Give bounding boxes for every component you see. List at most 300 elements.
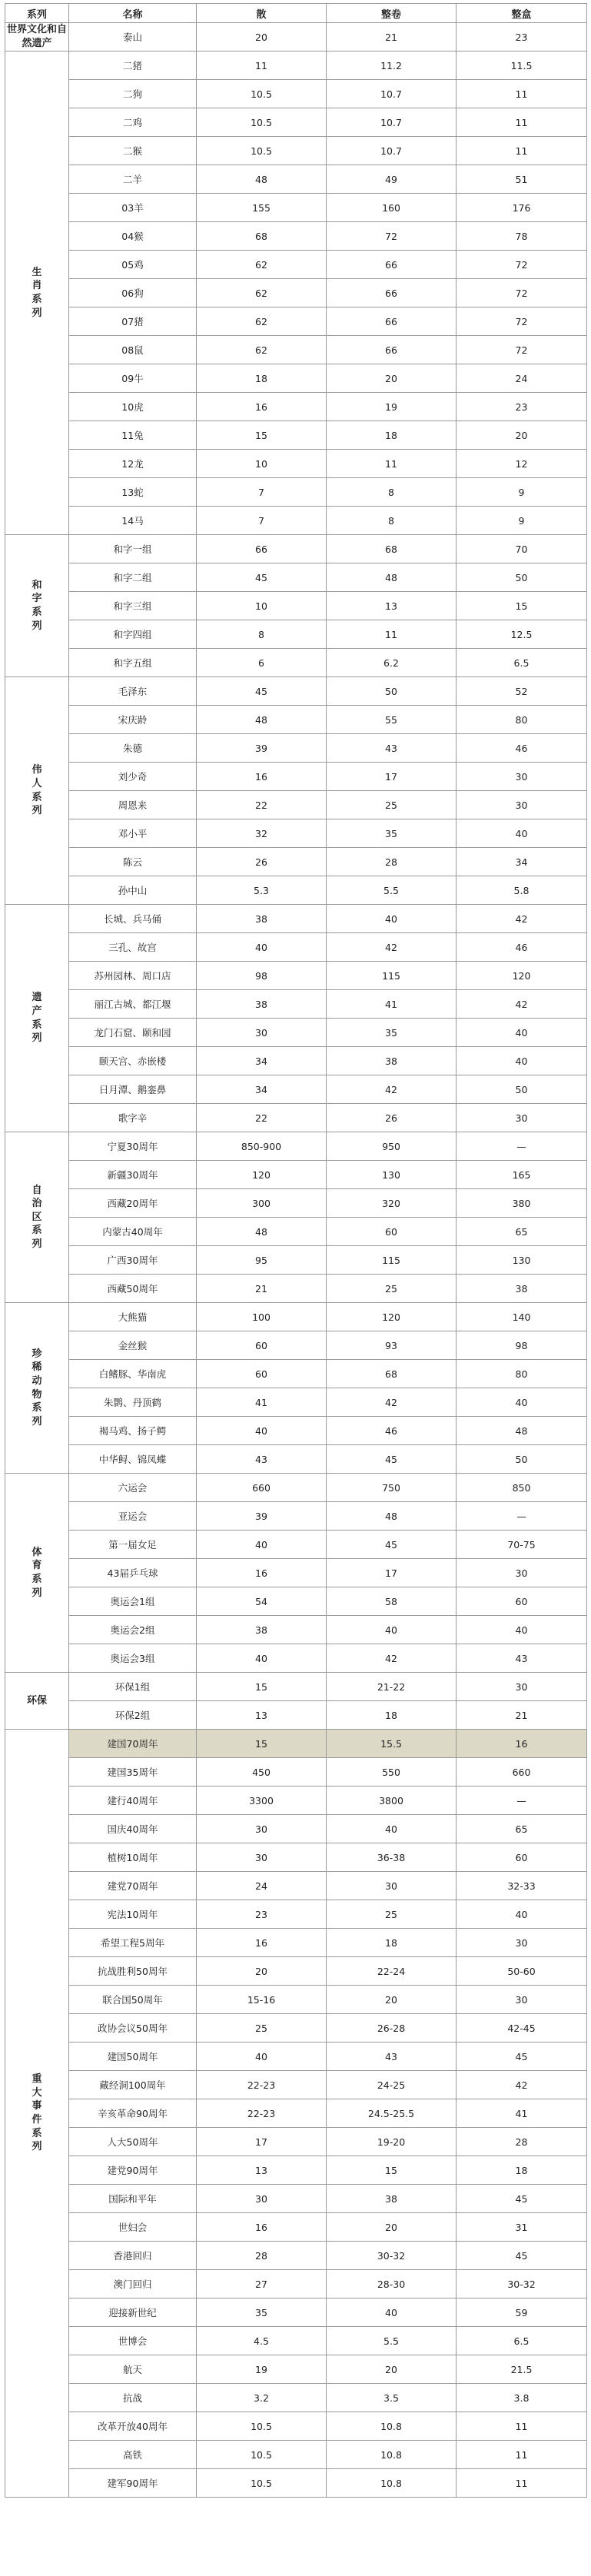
name-cell: 希望工程5周年 bbox=[69, 1929, 197, 1957]
loose-price-cell: 30 bbox=[197, 1019, 327, 1047]
loose-price-cell: 20 bbox=[197, 23, 327, 52]
table-row bbox=[5, 1019, 587, 1047]
box-price-cell: 72 bbox=[457, 336, 587, 364]
loose-price-cell: 660 bbox=[197, 1474, 327, 1502]
roll-price-cell: 46 bbox=[327, 1417, 457, 1445]
table-row bbox=[5, 2242, 587, 2270]
series-label-text: 世界文化和自然遗产 bbox=[6, 24, 67, 49]
roll-price-cell: 28 bbox=[327, 848, 457, 876]
table-row bbox=[5, 677, 587, 706]
name-cell: 10虎 bbox=[69, 393, 197, 421]
roll-price-cell: 15.5 bbox=[327, 1730, 457, 1758]
table-row bbox=[5, 1047, 587, 1075]
roll-price-cell: 48 bbox=[327, 1502, 457, 1531]
name-cell: 奥运会3组 bbox=[69, 1644, 197, 1673]
box-price-cell: 70 bbox=[457, 535, 587, 563]
box-price-cell: — bbox=[457, 1502, 587, 1531]
name-cell: 建党90周年 bbox=[69, 2156, 197, 2185]
table-row bbox=[5, 251, 587, 279]
name-cell: 建党70周年 bbox=[69, 1872, 197, 1900]
box-price-cell: 42 bbox=[457, 990, 587, 1019]
loose-price-cell: 22 bbox=[197, 791, 327, 819]
roll-price-cell: 18 bbox=[327, 421, 457, 450]
box-price-cell: 660 bbox=[457, 1758, 587, 1787]
name-cell: 西藏50周年 bbox=[69, 1275, 197, 1303]
loose-price-cell: 10.5 bbox=[197, 108, 327, 137]
name-cell: 和字三组 bbox=[69, 592, 197, 620]
loose-price-cell: 13 bbox=[197, 2156, 327, 2185]
name-cell: 长城、兵马俑 bbox=[69, 905, 197, 933]
roll-price-cell: 19 bbox=[327, 393, 457, 421]
table-row bbox=[5, 1445, 587, 1474]
roll-price-cell: 30-32 bbox=[327, 2242, 457, 2270]
series-label-text: 遗产系列 bbox=[32, 992, 42, 1045]
roll-price-cell: 50 bbox=[327, 677, 457, 706]
box-price-cell: 23 bbox=[457, 23, 587, 52]
roll-price-cell: 25 bbox=[327, 1275, 457, 1303]
series-label-text: 珍稀动物系列 bbox=[32, 1348, 42, 1428]
box-price-cell: 40 bbox=[457, 819, 587, 848]
loose-price-cell: 40 bbox=[197, 1531, 327, 1559]
table-row bbox=[5, 620, 587, 649]
table-row bbox=[5, 307, 587, 336]
name-cell: 二狗 bbox=[69, 80, 197, 108]
box-price-cell: 50-60 bbox=[457, 1957, 587, 1986]
roll-price-cell: 950 bbox=[327, 1132, 457, 1161]
roll-price-cell: 11 bbox=[327, 620, 457, 649]
name-cell: 日月潭、鹅銮鼻 bbox=[69, 1075, 197, 1104]
name-cell: 和字二组 bbox=[69, 563, 197, 592]
name-cell: 建国50周年 bbox=[69, 2043, 197, 2071]
table-row bbox=[5, 592, 587, 620]
box-price-cell: 31 bbox=[457, 2213, 587, 2242]
name-cell: 白鳍豚、华南虎 bbox=[69, 1360, 197, 1388]
roll-price-cell: 68 bbox=[327, 1360, 457, 1388]
header-roll: 整卷 bbox=[327, 4, 457, 23]
box-price-cell: 30 bbox=[457, 1929, 587, 1957]
loose-price-cell: 100 bbox=[197, 1303, 327, 1331]
name-cell: 宋庆龄 bbox=[69, 706, 197, 734]
roll-price-cell: 66 bbox=[327, 251, 457, 279]
roll-price-cell: 40 bbox=[327, 1616, 457, 1644]
loose-price-cell: 23 bbox=[197, 1900, 327, 1929]
loose-price-cell: 10 bbox=[197, 450, 327, 478]
table-row bbox=[5, 2355, 587, 2384]
table-row bbox=[5, 222, 587, 251]
loose-price-cell: 25 bbox=[197, 2014, 327, 2043]
roll-price-cell: 18 bbox=[327, 1701, 457, 1730]
loose-price-cell: 16 bbox=[197, 2213, 327, 2242]
box-price-cell: 45 bbox=[457, 2185, 587, 2213]
box-price-cell: 80 bbox=[457, 706, 587, 734]
roll-price-cell: 10.7 bbox=[327, 80, 457, 108]
box-price-cell: 52 bbox=[457, 677, 587, 706]
box-price-cell: 9 bbox=[457, 478, 587, 507]
name-cell: 和字一组 bbox=[69, 535, 197, 563]
table-row bbox=[5, 2014, 587, 2043]
loose-price-cell: 10.5 bbox=[197, 2441, 327, 2469]
box-price-cell: 140 bbox=[457, 1303, 587, 1331]
series-label bbox=[5, 23, 69, 52]
loose-price-cell: 43 bbox=[197, 1445, 327, 1474]
box-price-cell: 11 bbox=[457, 2441, 587, 2469]
loose-price-cell: 17 bbox=[197, 2128, 327, 2156]
table-row bbox=[5, 649, 587, 677]
roll-price-cell: 25 bbox=[327, 1900, 457, 1929]
name-cell: 高铁 bbox=[69, 2441, 197, 2469]
loose-price-cell: 95 bbox=[197, 1246, 327, 1275]
loose-price-cell: 11 bbox=[197, 52, 327, 80]
name-cell: 广西30周年 bbox=[69, 1246, 197, 1275]
table-row bbox=[5, 1275, 587, 1303]
loose-price-cell: 54 bbox=[197, 1587, 327, 1616]
series-label bbox=[5, 52, 69, 535]
box-price-cell: 11 bbox=[457, 2412, 587, 2441]
box-price-cell: 6.5 bbox=[457, 2327, 587, 2355]
table-row bbox=[5, 1843, 587, 1872]
series-label bbox=[5, 677, 69, 905]
table-row bbox=[5, 1331, 587, 1360]
box-price-cell: 50 bbox=[457, 1445, 587, 1474]
name-cell: 宪法10周年 bbox=[69, 1900, 197, 1929]
table-row bbox=[5, 2412, 587, 2441]
roll-price-cell: 40 bbox=[327, 905, 457, 933]
name-cell: 14马 bbox=[69, 507, 197, 535]
table-row bbox=[5, 933, 587, 962]
name-cell: 07猪 bbox=[69, 307, 197, 336]
box-price-cell: 65 bbox=[457, 1218, 587, 1246]
box-price-cell: 72 bbox=[457, 279, 587, 307]
name-cell: 03羊 bbox=[69, 194, 197, 222]
name-cell: 联合国50周年 bbox=[69, 1986, 197, 2014]
box-price-cell: 850 bbox=[457, 1474, 587, 1502]
name-cell: 06狗 bbox=[69, 279, 197, 307]
name-cell: 泰山 bbox=[69, 23, 197, 52]
box-price-cell: 30 bbox=[457, 1673, 587, 1701]
table-row bbox=[5, 1957, 587, 1986]
name-cell: 08鼠 bbox=[69, 336, 197, 364]
table-row bbox=[5, 1929, 587, 1957]
table-row bbox=[5, 194, 587, 222]
table-row bbox=[5, 876, 587, 905]
table-row bbox=[5, 2071, 587, 2099]
name-cell: 朱德 bbox=[69, 734, 197, 763]
box-price-cell: 11 bbox=[457, 80, 587, 108]
roll-price-cell: 66 bbox=[327, 336, 457, 364]
roll-price-cell: 68 bbox=[327, 535, 457, 563]
loose-price-cell: 155 bbox=[197, 194, 327, 222]
name-cell: 建国70周年 bbox=[69, 1730, 197, 1758]
series-label-text: 自治区系列 bbox=[32, 1184, 42, 1250]
loose-price-cell: 48 bbox=[197, 706, 327, 734]
roll-price-cell: 30 bbox=[327, 1872, 457, 1900]
box-price-cell: 11 bbox=[457, 2469, 587, 2498]
loose-price-cell: 21 bbox=[197, 1275, 327, 1303]
table-row bbox=[5, 2128, 587, 2156]
name-cell: 国际和平年 bbox=[69, 2185, 197, 2213]
loose-price-cell: 10 bbox=[197, 592, 327, 620]
box-price-cell: 50 bbox=[457, 1075, 587, 1104]
table-row bbox=[5, 52, 587, 80]
roll-price-cell: 42 bbox=[327, 933, 457, 962]
roll-price-cell: 13 bbox=[327, 592, 457, 620]
table-row bbox=[5, 1161, 587, 1189]
roll-price-cell: 25 bbox=[327, 791, 457, 819]
table-row bbox=[5, 507, 587, 535]
loose-price-cell: 8 bbox=[197, 620, 327, 649]
table-row bbox=[5, 1474, 587, 1502]
series-label bbox=[5, 905, 69, 1132]
roll-price-cell: 28-30 bbox=[327, 2270, 457, 2298]
roll-price-cell: 17 bbox=[327, 1559, 457, 1587]
roll-price-cell: 10.8 bbox=[327, 2469, 457, 2498]
roll-price-cell: 21 bbox=[327, 23, 457, 52]
box-price-cell: 59 bbox=[457, 2298, 587, 2327]
roll-price-cell: 49 bbox=[327, 165, 457, 194]
series-label bbox=[5, 535, 69, 677]
table-row bbox=[5, 23, 587, 52]
roll-price-cell: 20 bbox=[327, 2213, 457, 2242]
table-row bbox=[5, 1531, 587, 1559]
loose-price-cell: 24 bbox=[197, 1872, 327, 1900]
roll-price-cell: 10.7 bbox=[327, 108, 457, 137]
box-price-cell: 46 bbox=[457, 734, 587, 763]
loose-price-cell: 300 bbox=[197, 1189, 327, 1218]
table-row bbox=[5, 1502, 587, 1531]
loose-price-cell: 35 bbox=[197, 2298, 327, 2327]
loose-price-cell: 98 bbox=[197, 962, 327, 990]
loose-price-cell: 28 bbox=[197, 2242, 327, 2270]
name-cell: 澳门回归 bbox=[69, 2270, 197, 2298]
series-label-text: 和字系列 bbox=[32, 579, 42, 632]
name-cell: 改革开放40周年 bbox=[69, 2412, 197, 2441]
name-cell: 抗战 bbox=[69, 2384, 197, 2412]
table-row bbox=[5, 2384, 587, 2412]
series-label-text: 重大事件系列 bbox=[32, 2073, 42, 2153]
box-price-cell: 3.8 bbox=[457, 2384, 587, 2412]
loose-price-cell: 60 bbox=[197, 1360, 327, 1388]
roll-price-cell: 42 bbox=[327, 1388, 457, 1417]
name-cell: 43届乒乓球 bbox=[69, 1559, 197, 1587]
roll-price-cell: 42 bbox=[327, 1075, 457, 1104]
roll-price-cell: 45 bbox=[327, 1531, 457, 1559]
table-row bbox=[5, 2441, 587, 2469]
name-cell: 第一届女足 bbox=[69, 1531, 197, 1559]
name-cell: 二猴 bbox=[69, 137, 197, 165]
table-row bbox=[5, 1104, 587, 1132]
loose-price-cell: 850-900 bbox=[197, 1132, 327, 1161]
loose-price-cell: 27 bbox=[197, 2270, 327, 2298]
roll-price-cell: 42 bbox=[327, 1644, 457, 1673]
name-cell: 陈云 bbox=[69, 848, 197, 876]
roll-price-cell: 40 bbox=[327, 1815, 457, 1843]
roll-price-cell: 115 bbox=[327, 962, 457, 990]
roll-price-cell: 5.5 bbox=[327, 2327, 457, 2355]
table-row bbox=[5, 364, 587, 393]
name-cell: 苏州园林、周口店 bbox=[69, 962, 197, 990]
name-cell: 奥运会1组 bbox=[69, 1587, 197, 1616]
roll-price-cell: 19-20 bbox=[327, 2128, 457, 2156]
roll-price-cell: 11.2 bbox=[327, 52, 457, 80]
table-row bbox=[5, 1218, 587, 1246]
loose-price-cell: 68 bbox=[197, 222, 327, 251]
box-price-cell: 9 bbox=[457, 507, 587, 535]
roll-price-cell: 18 bbox=[327, 1929, 457, 1957]
table-row bbox=[5, 1986, 587, 2014]
name-cell: 建行40周年 bbox=[69, 1787, 197, 1815]
table-row bbox=[5, 2185, 587, 2213]
name-cell: 建国35周年 bbox=[69, 1758, 197, 1787]
loose-price-cell: 3300 bbox=[197, 1787, 327, 1815]
table-row bbox=[5, 1787, 587, 1815]
box-price-cell: 30 bbox=[457, 791, 587, 819]
name-cell: 和字五组 bbox=[69, 649, 197, 677]
table-row bbox=[5, 336, 587, 364]
box-price-cell: 176 bbox=[457, 194, 587, 222]
name-cell: 三孔、故宫 bbox=[69, 933, 197, 962]
roll-price-cell: 8 bbox=[327, 478, 457, 507]
box-price-cell: 42 bbox=[457, 2071, 587, 2099]
table-row bbox=[5, 2156, 587, 2185]
name-cell: 颐天宫、赤嵌楼 bbox=[69, 1047, 197, 1075]
roll-price-cell: 10.7 bbox=[327, 137, 457, 165]
table-row bbox=[5, 563, 587, 592]
name-cell: 航天 bbox=[69, 2355, 197, 2384]
box-price-cell: 60 bbox=[457, 1843, 587, 1872]
table-row bbox=[5, 2213, 587, 2242]
roll-price-cell: 20 bbox=[327, 1986, 457, 2014]
loose-price-cell: 30 bbox=[197, 2185, 327, 2213]
roll-price-cell: 8 bbox=[327, 507, 457, 535]
loose-price-cell: 62 bbox=[197, 251, 327, 279]
box-price-cell: 50 bbox=[457, 563, 587, 592]
table-row bbox=[5, 734, 587, 763]
loose-price-cell: 4.5 bbox=[197, 2327, 327, 2355]
table-row bbox=[5, 478, 587, 507]
name-cell: 朱鹮、丹顶鹤 bbox=[69, 1388, 197, 1417]
table-row bbox=[5, 763, 587, 791]
table-row bbox=[5, 1900, 587, 1929]
loose-price-cell: 20 bbox=[197, 1957, 327, 1986]
table-row bbox=[5, 1644, 587, 1673]
table-row bbox=[5, 1388, 587, 1417]
name-cell: 周恩来 bbox=[69, 791, 197, 819]
loose-price-cell: 3.2 bbox=[197, 2384, 327, 2412]
roll-price-cell: 750 bbox=[327, 1474, 457, 1502]
table-row bbox=[5, 421, 587, 450]
table-row bbox=[5, 706, 587, 734]
roll-price-cell: 3.5 bbox=[327, 2384, 457, 2412]
table-row bbox=[5, 791, 587, 819]
table-row bbox=[5, 819, 587, 848]
box-price-cell: 51 bbox=[457, 165, 587, 194]
table-row bbox=[5, 1075, 587, 1104]
roll-price-cell: 93 bbox=[327, 1331, 457, 1360]
name-cell: 辛亥革命90周年 bbox=[69, 2099, 197, 2128]
table-row bbox=[5, 450, 587, 478]
loose-price-cell: 45 bbox=[197, 677, 327, 706]
roll-price-cell: 66 bbox=[327, 307, 457, 336]
box-price-cell: 48 bbox=[457, 1417, 587, 1445]
roll-price-cell: 72 bbox=[327, 222, 457, 251]
loose-price-cell: 62 bbox=[197, 279, 327, 307]
name-cell: 二鸡 bbox=[69, 108, 197, 137]
box-price-cell: 32-33 bbox=[457, 1872, 587, 1900]
loose-price-cell: 16 bbox=[197, 393, 327, 421]
loose-price-cell: 19 bbox=[197, 2355, 327, 2384]
loose-price-cell: 450 bbox=[197, 1758, 327, 1787]
roll-price-cell: 10.8 bbox=[327, 2412, 457, 2441]
table-row bbox=[5, 2298, 587, 2327]
table-row bbox=[5, 2099, 587, 2128]
box-price-cell: 30 bbox=[457, 1986, 587, 2014]
box-price-cell: 38 bbox=[457, 1275, 587, 1303]
loose-price-cell: 120 bbox=[197, 1161, 327, 1189]
table-row bbox=[5, 108, 587, 137]
box-price-cell: 380 bbox=[457, 1189, 587, 1218]
name-cell: 香港回归 bbox=[69, 2242, 197, 2270]
loose-price-cell: 32 bbox=[197, 819, 327, 848]
table-row bbox=[5, 1815, 587, 1843]
roll-price-cell: 58 bbox=[327, 1587, 457, 1616]
loose-price-cell: 39 bbox=[197, 1502, 327, 1531]
header-row bbox=[5, 4, 587, 23]
box-price-cell: 24 bbox=[457, 364, 587, 393]
name-cell: 奥运会2组 bbox=[69, 1616, 197, 1644]
name-cell: 西藏20周年 bbox=[69, 1189, 197, 1218]
header-name: 名称 bbox=[69, 4, 197, 23]
box-price-cell: 98 bbox=[457, 1331, 587, 1360]
table-row bbox=[5, 1872, 587, 1900]
loose-price-cell: 15 bbox=[197, 1730, 327, 1758]
roll-price-cell: 11 bbox=[327, 450, 457, 478]
loose-price-cell: 30 bbox=[197, 1843, 327, 1872]
loose-price-cell: 34 bbox=[197, 1047, 327, 1075]
loose-price-cell: 34 bbox=[197, 1075, 327, 1104]
box-price-cell: 12.5 bbox=[457, 620, 587, 649]
box-price-cell: 30-32 bbox=[457, 2270, 587, 2298]
box-price-cell: 42-45 bbox=[457, 2014, 587, 2043]
loose-price-cell: 62 bbox=[197, 336, 327, 364]
roll-price-cell: 35 bbox=[327, 819, 457, 848]
box-price-cell: 18 bbox=[457, 2156, 587, 2185]
table-row bbox=[5, 905, 587, 933]
roll-price-cell: 35 bbox=[327, 1019, 457, 1047]
loose-price-cell: 62 bbox=[197, 307, 327, 336]
table-row bbox=[5, 165, 587, 194]
box-price-cell: 120 bbox=[457, 962, 587, 990]
loose-price-cell: 5.3 bbox=[197, 876, 327, 905]
loose-price-cell: 7 bbox=[197, 478, 327, 507]
loose-price-cell: 10.5 bbox=[197, 137, 327, 165]
table-row bbox=[5, 848, 587, 876]
table-row bbox=[5, 1132, 587, 1161]
roll-price-cell: 40 bbox=[327, 2298, 457, 2327]
loose-price-cell: 15 bbox=[197, 1673, 327, 1701]
series-label bbox=[5, 1132, 69, 1303]
series-label bbox=[5, 1673, 69, 1730]
name-cell: 丽江古城、都江堰 bbox=[69, 990, 197, 1019]
roll-price-cell: 26-28 bbox=[327, 2014, 457, 2043]
roll-price-cell: 3800 bbox=[327, 1787, 457, 1815]
series-label bbox=[5, 1730, 69, 2498]
roll-price-cell: 55 bbox=[327, 706, 457, 734]
loose-price-cell: 66 bbox=[197, 535, 327, 563]
table-row bbox=[5, 2469, 587, 2498]
box-price-cell: 72 bbox=[457, 307, 587, 336]
roll-price-cell: 10.8 bbox=[327, 2441, 457, 2469]
name-cell: 环保1组 bbox=[69, 1673, 197, 1701]
